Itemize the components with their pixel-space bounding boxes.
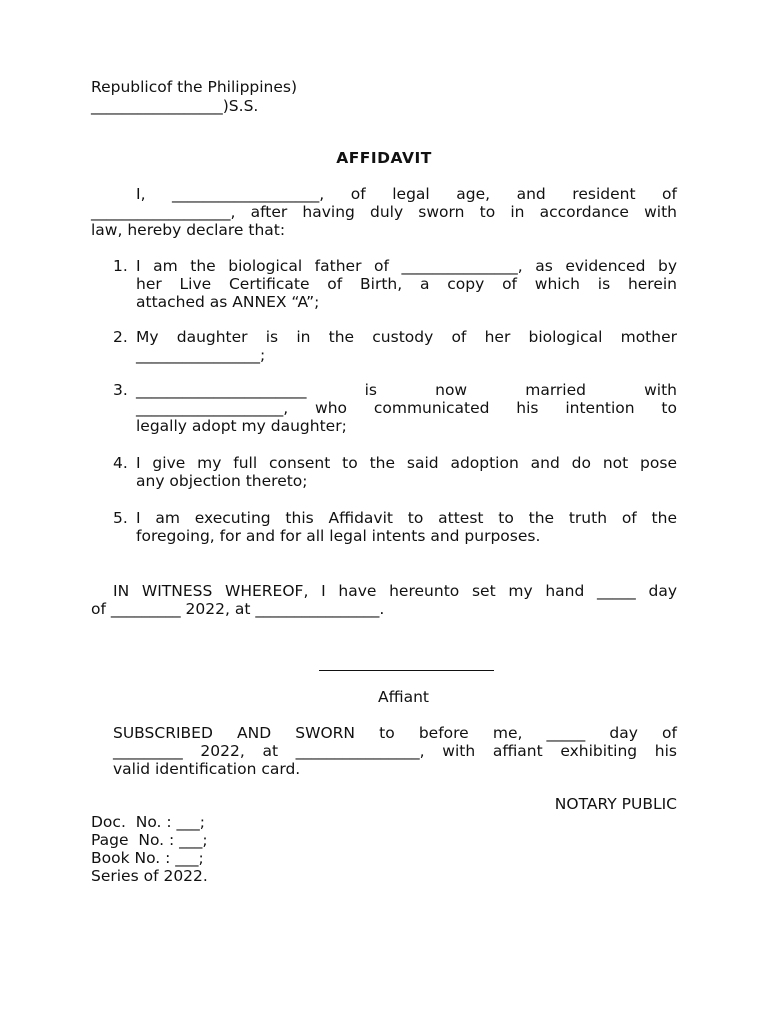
- list-item-line: I am executing this Affidavit to attest to the truth of the: [136, 509, 677, 527]
- document-title: AFFIDAVIT: [336, 149, 432, 167]
- subscribed-line-1: SUBSCRIBED AND SWORN to before me, _____ day of: [113, 724, 677, 742]
- republic-line: Republicof the Philippines): [91, 78, 298, 96]
- list-item-number: 2.: [113, 328, 128, 346]
- doc-number: Doc. No. : ___;: [91, 813, 206, 831]
- list-item-line: foregoing, for and for all legal intents and purposes.: [136, 527, 541, 545]
- witness-line-1: IN WITNESS WHEREOF, I have hereunto set my hand _____ day: [113, 582, 677, 600]
- ss-line: _________________)S.S.: [91, 97, 259, 115]
- subscribed-line-2: _________ 2022, at ________________, with affiant exhibiting his: [113, 742, 677, 760]
- intro-line-3: law, hereby declare that:: [91, 221, 286, 239]
- subscribed-line-3: valid identification card.: [113, 760, 301, 778]
- intro-line-1: I, ___________________, of legal age, and resident of: [136, 185, 677, 203]
- list-item-number: 4.: [113, 454, 128, 472]
- list-item-number: 3.: [113, 381, 128, 399]
- list-item-number: 5.: [113, 509, 128, 527]
- witness-line-2: of _________ 2022, at ________________.: [91, 600, 385, 618]
- affiant-label: Affiant: [378, 688, 429, 706]
- list-item-line: her Live Certificate of Birth, a copy of which is herein: [136, 275, 677, 293]
- list-item-line: ______________________ is now married with: [136, 381, 677, 399]
- intro-line-2: __________________, after having duly sworn to in accordance with: [91, 203, 677, 221]
- list-item-line: ________________;: [136, 346, 266, 364]
- list-item-line: My daughter is in the custody of her biological mother: [136, 328, 677, 346]
- signature-line: [319, 670, 494, 671]
- series-year: Series of 2022.: [91, 867, 208, 885]
- notary-public-label: NOTARY PUBLIC: [554, 795, 677, 813]
- list-item-line: any objection thereto;: [136, 472, 308, 490]
- list-item-number: 1.: [113, 257, 128, 275]
- list-item-line: I give my full consent to the said adoption and do not pose: [136, 454, 677, 472]
- list-item-line: I am the biological father of _______________, as evidenced by: [136, 257, 677, 275]
- list-item-line: legally adopt my daughter;: [136, 417, 347, 435]
- book-number: Book No. : ___;: [91, 849, 204, 867]
- list-item-line: ___________________, who communicated his intention to: [136, 399, 677, 417]
- list-item-line: attached as ANNEX “A”;: [136, 293, 320, 311]
- page-number: Page No. : ___;: [91, 831, 208, 849]
